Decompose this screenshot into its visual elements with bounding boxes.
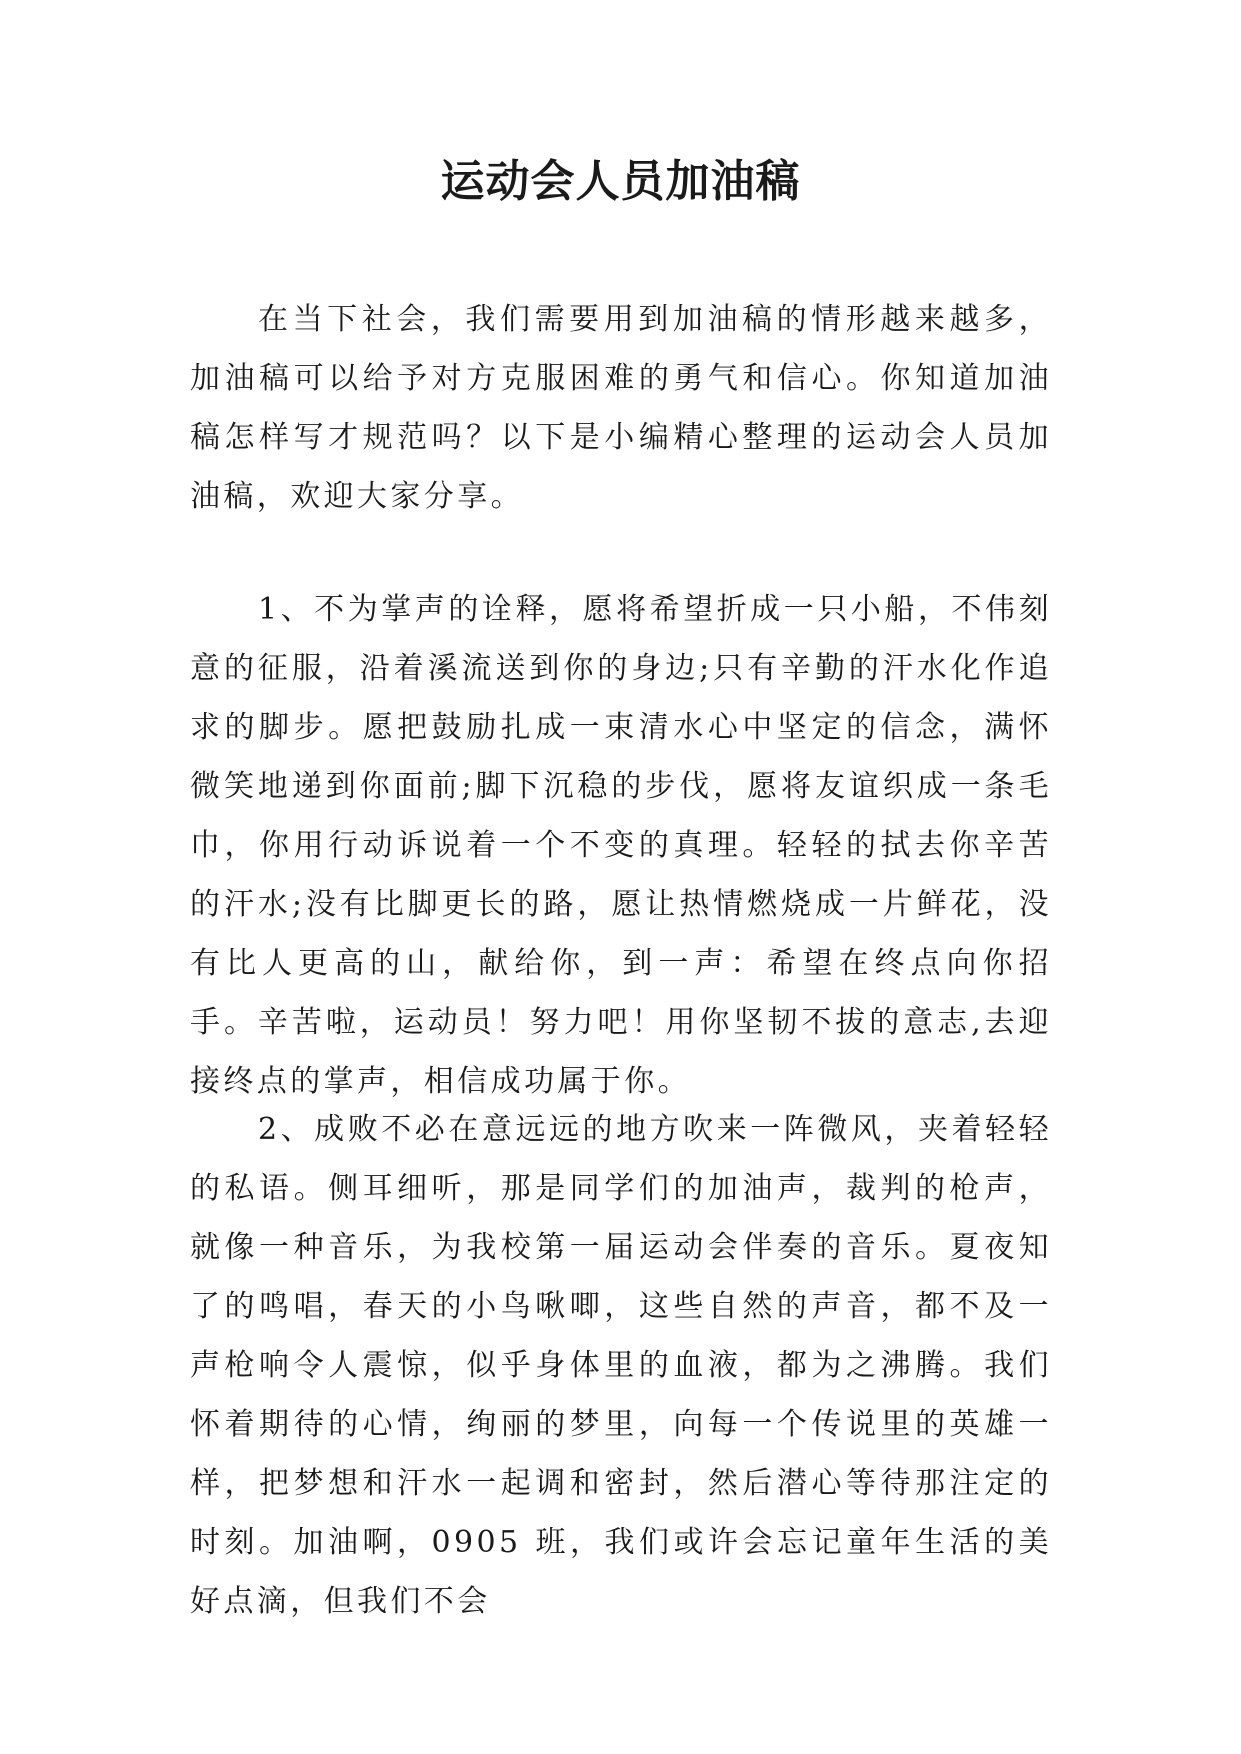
intro-paragraph: 在当下社会，我们需要用到加油稿的情形越来越多，加油稿可以给予对方克服困难的勇气和信心。你知道加油稿怎样写才规范吗？以下是小编精心整理的运动会人员加油稿，欢迎大家分享。 <box>190 302 1052 514</box>
cheer-paragraph-1: 1、不为掌声的诠释，愿将希望折成一只小船，不伟刻意的征服，沿着溪流送到你的身边;只有辛勤的汗水化作追求的脚步。愿把鼓励扎成一束清水心中坚定的信念，满怀微笑地递到你面前;脚下沉稳的步伐，愿将友谊织成一条毛巾，你用行动诉说着一个不变的真理。轻轻的拭去你辛苦的汗水;没有比脚更长的路，愿让热情燃烧成一片鲜花，没有比人更高的山，献给你，到一声：希望在终点向你招手。辛苦啦，运动员！努力吧！用你坚韧不拔的意志,去迎接终点的掌声，相信成功属于你。 <box>190 592 1052 1099</box>
document-title: 运动会人员加油稿 <box>440 156 801 207</box>
cheer-paragraph-2: 2、成败不必在意远远的地方吹来一阵微风，夹着轻轻的私语。侧耳细听，那是同学们的加油声，裁判的枪声，就像一种音乐，为我校第一届运动会伴奏的音乐。夏夜知了的鸣唱，春天的小鸟啾唧，这些自然的声音，都不及一声枪响令人震惊，似乎身体里的血液，都为之沸腾。我们怀着期待的心情，绚丽的梦里，向每一个传说里的英雄一样，把梦想和汗水一起调和密封，然后潜心等待那注定的时刻。加油啊，0905 班，我们或许会忘记童年生活的美好点滴，但我们不会 <box>190 1112 1052 1619</box>
